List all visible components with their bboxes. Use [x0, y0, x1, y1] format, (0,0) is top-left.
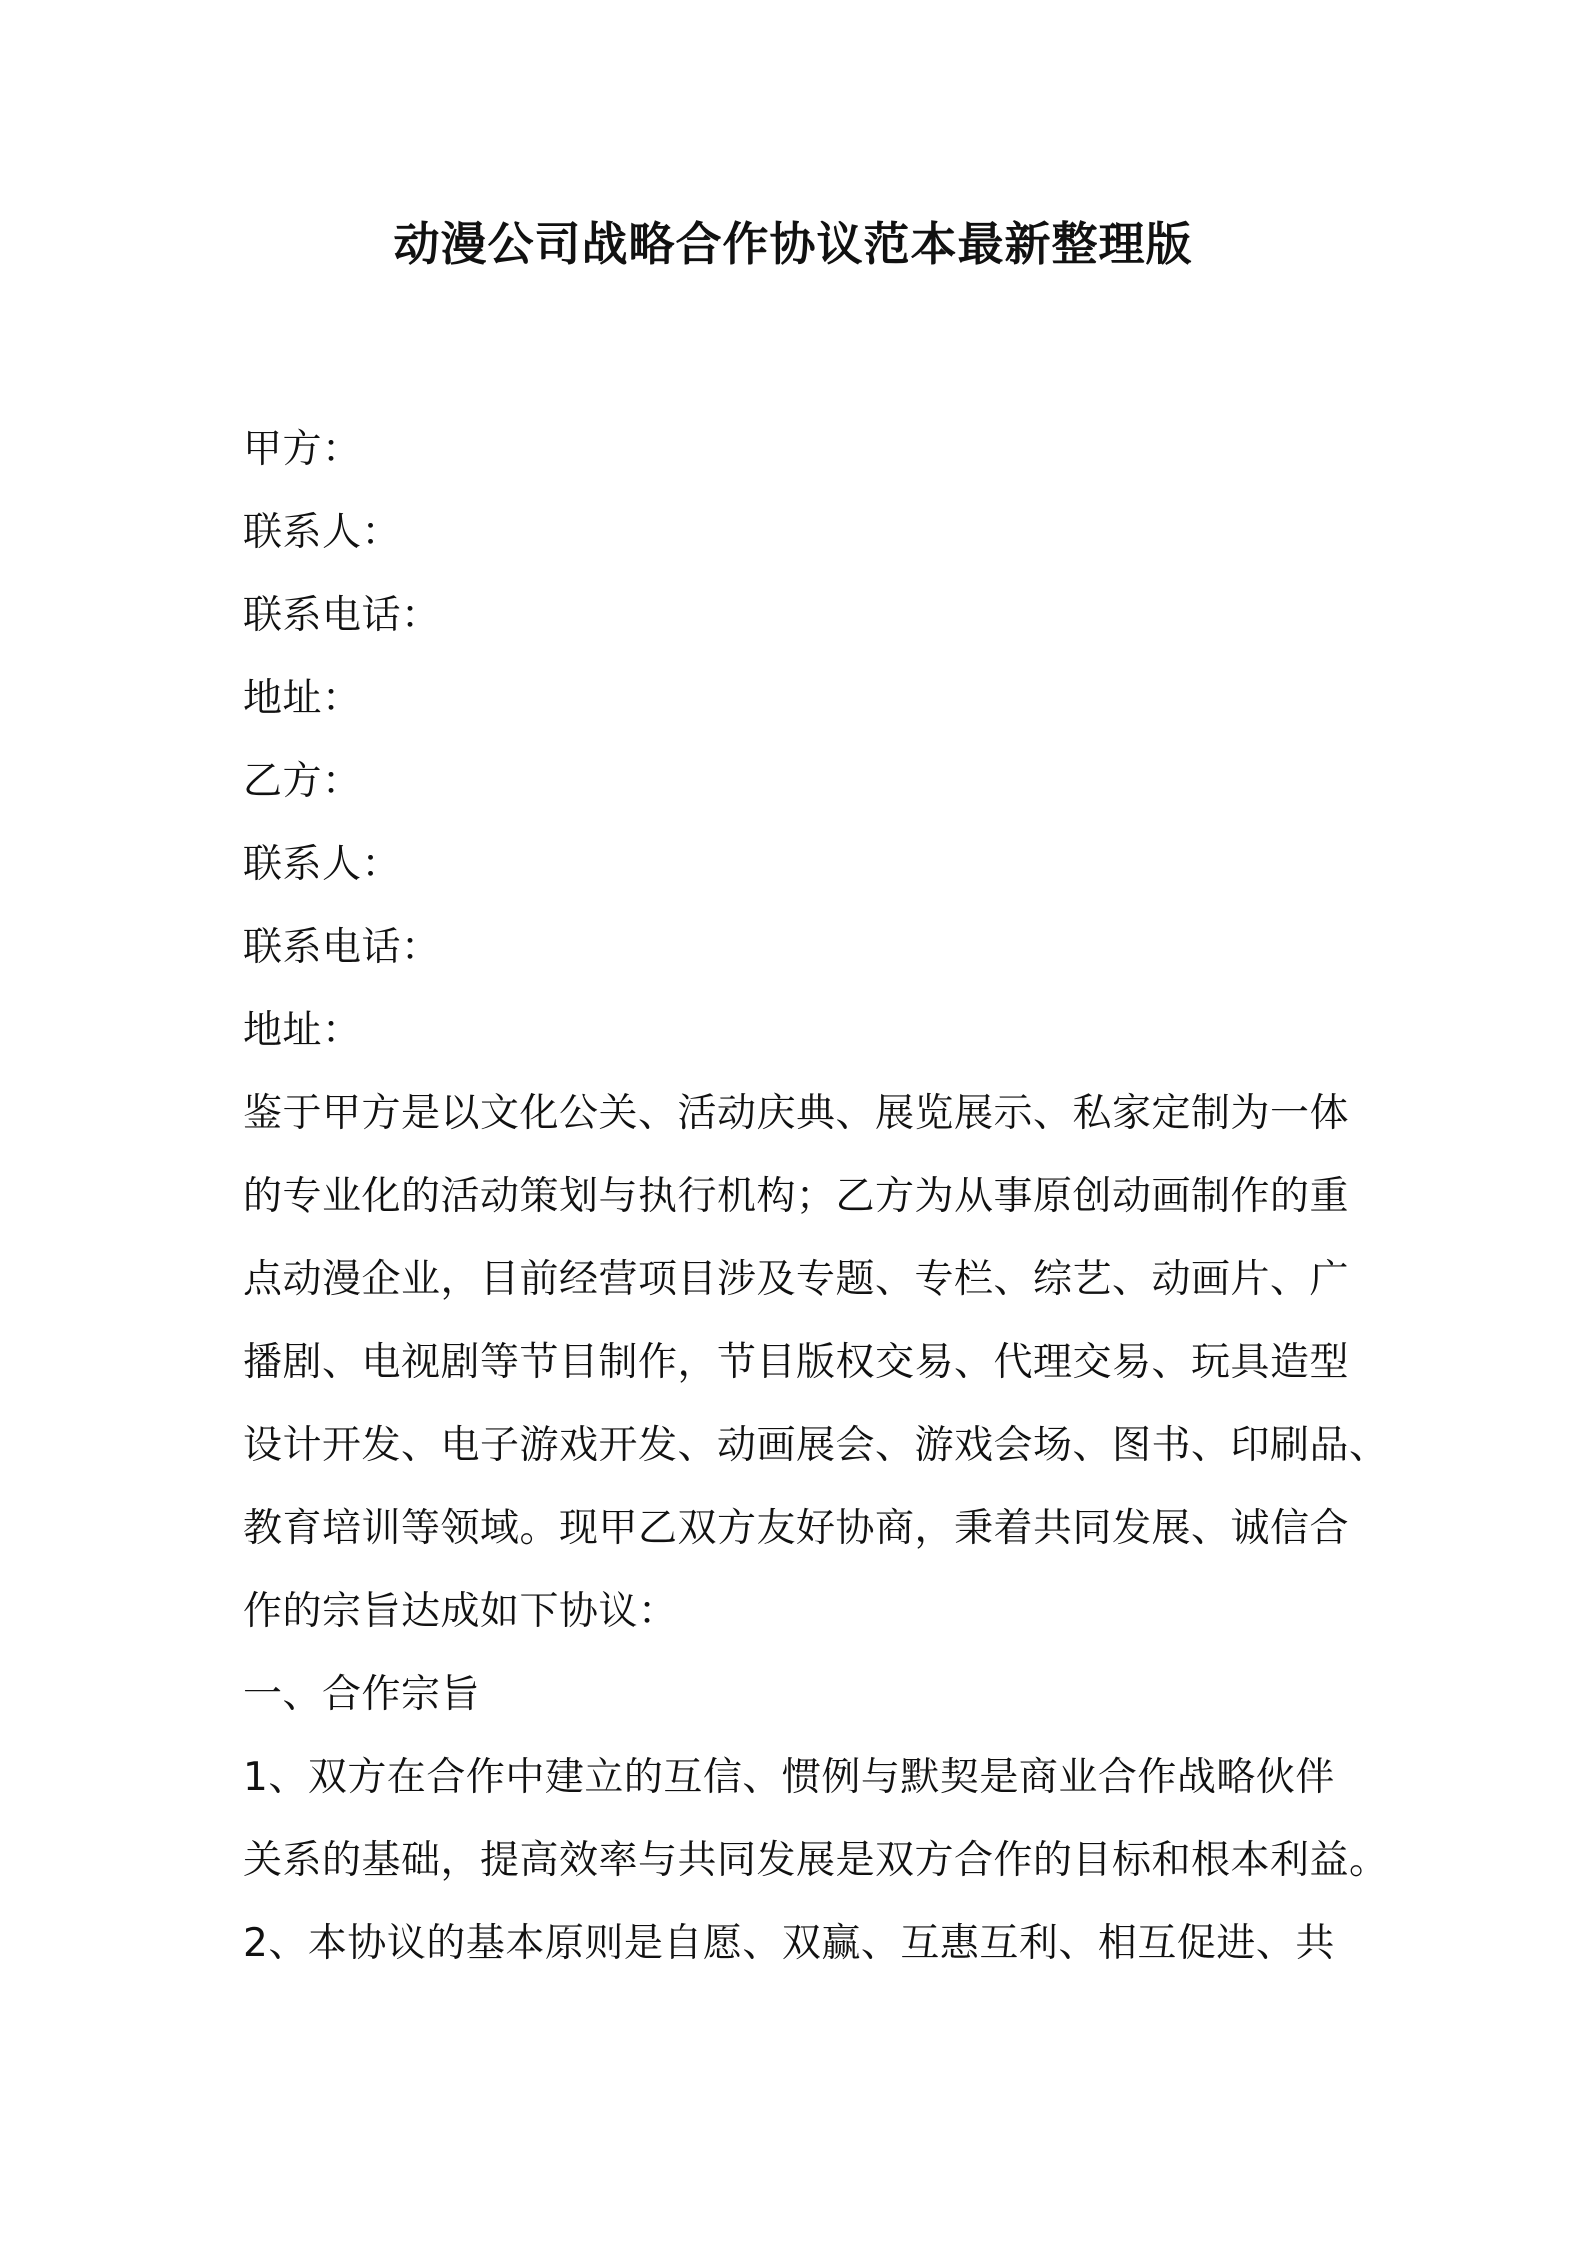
section-heading: 一、合作宗旨	[243, 1672, 481, 1717]
intro-line: 播剧、电视剧等节目制作，节目版权交易、代理交易、玩具造型	[243, 1340, 1350, 1385]
intro-line: 设计开发、电子游戏开发、动画展会、游戏会场、图书、印刷品、	[243, 1423, 1389, 1468]
party-b-phone-label: 联系电话：	[243, 925, 441, 970]
intro-line: 的专业化的活动策划与执行机构；乙方为从事原创动画制作的重	[243, 1174, 1350, 1219]
party-a-address-label: 地址：	[243, 676, 362, 721]
document-title: 动漫公司战略合作协议范本最新整理版	[393, 217, 1193, 271]
party-b-label: 乙方：	[243, 759, 362, 804]
clause-line: 1、双方在合作中建立的互信、惯例与默契是商业合作战略伙伴	[243, 1755, 1335, 1800]
document-body	[243, 408, 1389, 1985]
clause-line: 2、本协议的基本原则是自愿、双赢、互惠互利、相互促进、共	[243, 1921, 1335, 1966]
party-a-contact-label: 联系人：	[243, 510, 402, 555]
intro-line: 点动漫企业，目前经营项目涉及专题、专栏、综艺、动画片、广	[243, 1257, 1350, 1302]
party-b-address-label: 地址：	[243, 1008, 362, 1053]
intro-line: 作的宗旨达成如下协议：	[243, 1589, 678, 1634]
clause-line: 关系的基础，提高效率与共同发展是双方合作的目标和根本利益。	[243, 1838, 1389, 1883]
intro-line: 鉴于甲方是以文化公关、活动庆典、展览展示、私家定制为一体	[243, 1091, 1350, 1136]
intro-line: 教育培训等领域。现甲乙双方友好协商，秉着共同发展、诚信合	[243, 1506, 1350, 1551]
party-a-label: 甲方：	[243, 427, 362, 472]
party-a-phone-label: 联系电话：	[243, 593, 441, 638]
party-b-contact-label: 联系人：	[243, 842, 402, 887]
